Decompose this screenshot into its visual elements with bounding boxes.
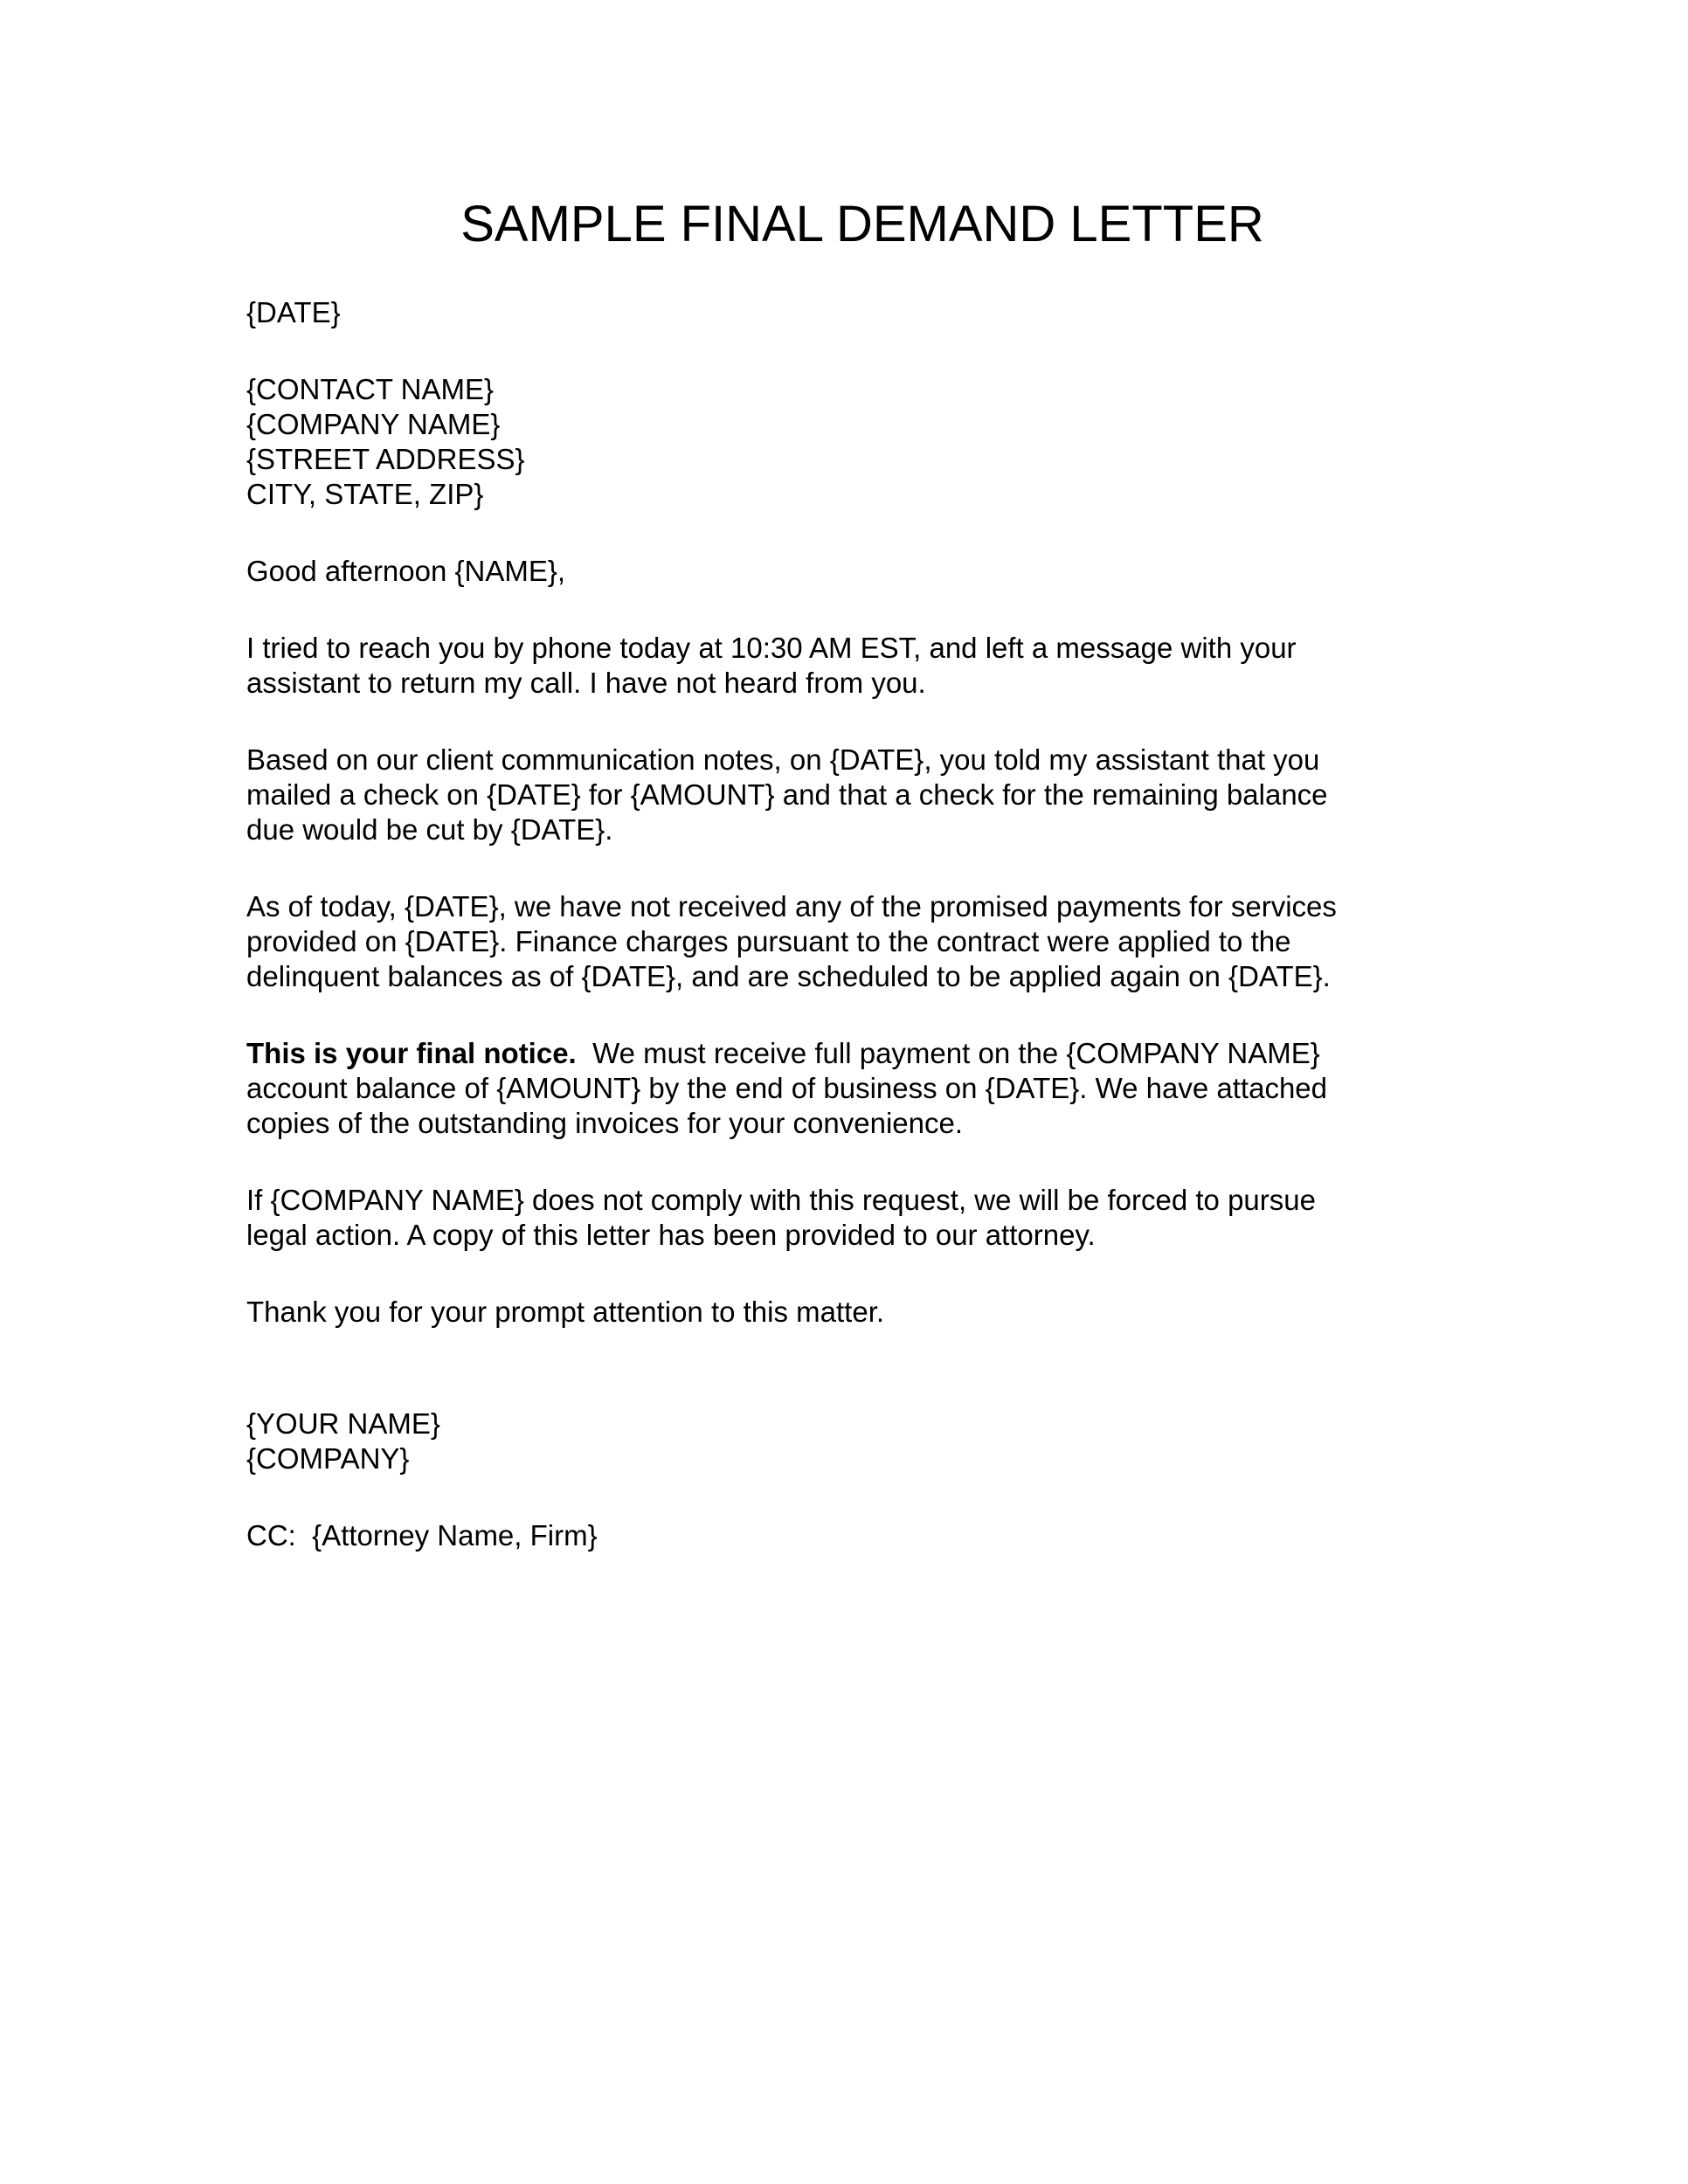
closing-text: Thank you for your prompt attention to this matter. <box>246 1296 885 1328</box>
cc-line <box>246 1518 1452 1553</box>
paragraph-final-notice <box>246 1036 1452 1141</box>
paragraph-line: I tried to reach you by phone today at 10:30 AM EST, and left a message with your <box>246 632 1297 664</box>
street-address: {STREET ADDRESS} <box>246 443 525 475</box>
final-notice-emphasis: This is your final notice. <box>246 1037 577 1069</box>
salutation <box>246 554 1452 589</box>
date-line <box>246 295 1452 330</box>
cc-text: CC: {Attorney Name, Firm} <box>246 1519 598 1552</box>
paragraph-payment-status <box>246 889 1452 994</box>
signature-block <box>246 1406 1452 1476</box>
signature-company: {COMPANY} <box>246 1442 410 1475</box>
date-text: {DATE} <box>246 296 341 328</box>
paragraph-line: account balance of {AMOUNT} by the end of business on {DATE}. We have attached <box>246 1072 1328 1104</box>
contact-name: {CONTACT NAME} <box>246 373 494 405</box>
recipient-address <box>246 372 1452 512</box>
paragraph-line: due would be cut by {DATE}. <box>246 813 613 846</box>
paragraph-legal-action <box>246 1183 1452 1253</box>
salutation-text: Good afternoon {NAME}, <box>246 555 566 587</box>
paragraph-line: copies of the outstanding invoices for your convenience. <box>246 1107 964 1139</box>
paragraph-line: Based on our client communication notes, on {DATE}, you told my assistant that you <box>246 743 1320 776</box>
paragraph-phone-attempt <box>246 631 1452 701</box>
paragraph-line: provided on {DATE}. Finance charges pursuant to the contract were applied to the <box>246 925 1291 957</box>
paragraph-line: assistant to return my call. I have not heard from you. <box>246 667 926 699</box>
company-name: {COMPANY NAME} <box>246 408 501 440</box>
signature-name: {YOUR NAME} <box>246 1407 440 1440</box>
paragraph-line: If {COMPANY NAME} does not comply with this request, we will be forced to pursue <box>246 1184 1316 1216</box>
paragraph-line: delinquent balances as of {DATE}, and are scheduled to be applied again on {DATE}. <box>246 960 1331 992</box>
paragraph-line: As of today, {DATE}, we have not received any of the promised payments for services <box>246 890 1337 923</box>
paragraph-line: legal action. A copy of this letter has been provided to our attorney. <box>246 1219 1096 1251</box>
final-notice-first-line <box>246 1036 1452 1071</box>
paragraph-line: mailed a check on {DATE} for {AMOUNT} and that a check for the remaining balance <box>246 778 1328 811</box>
paragraph-communication-notes <box>246 743 1452 847</box>
city-state-zip: CITY, STATE, ZIP} <box>246 478 484 510</box>
final-notice-continuation: We must receive full payment on the {COMPANY NAME} <box>576 1037 1320 1069</box>
letter-body <box>246 295 1452 1553</box>
page-title: SAMPLE FINAL DEMAND LETTER <box>460 196 1264 252</box>
paragraph-closing <box>246 1295 1452 1330</box>
